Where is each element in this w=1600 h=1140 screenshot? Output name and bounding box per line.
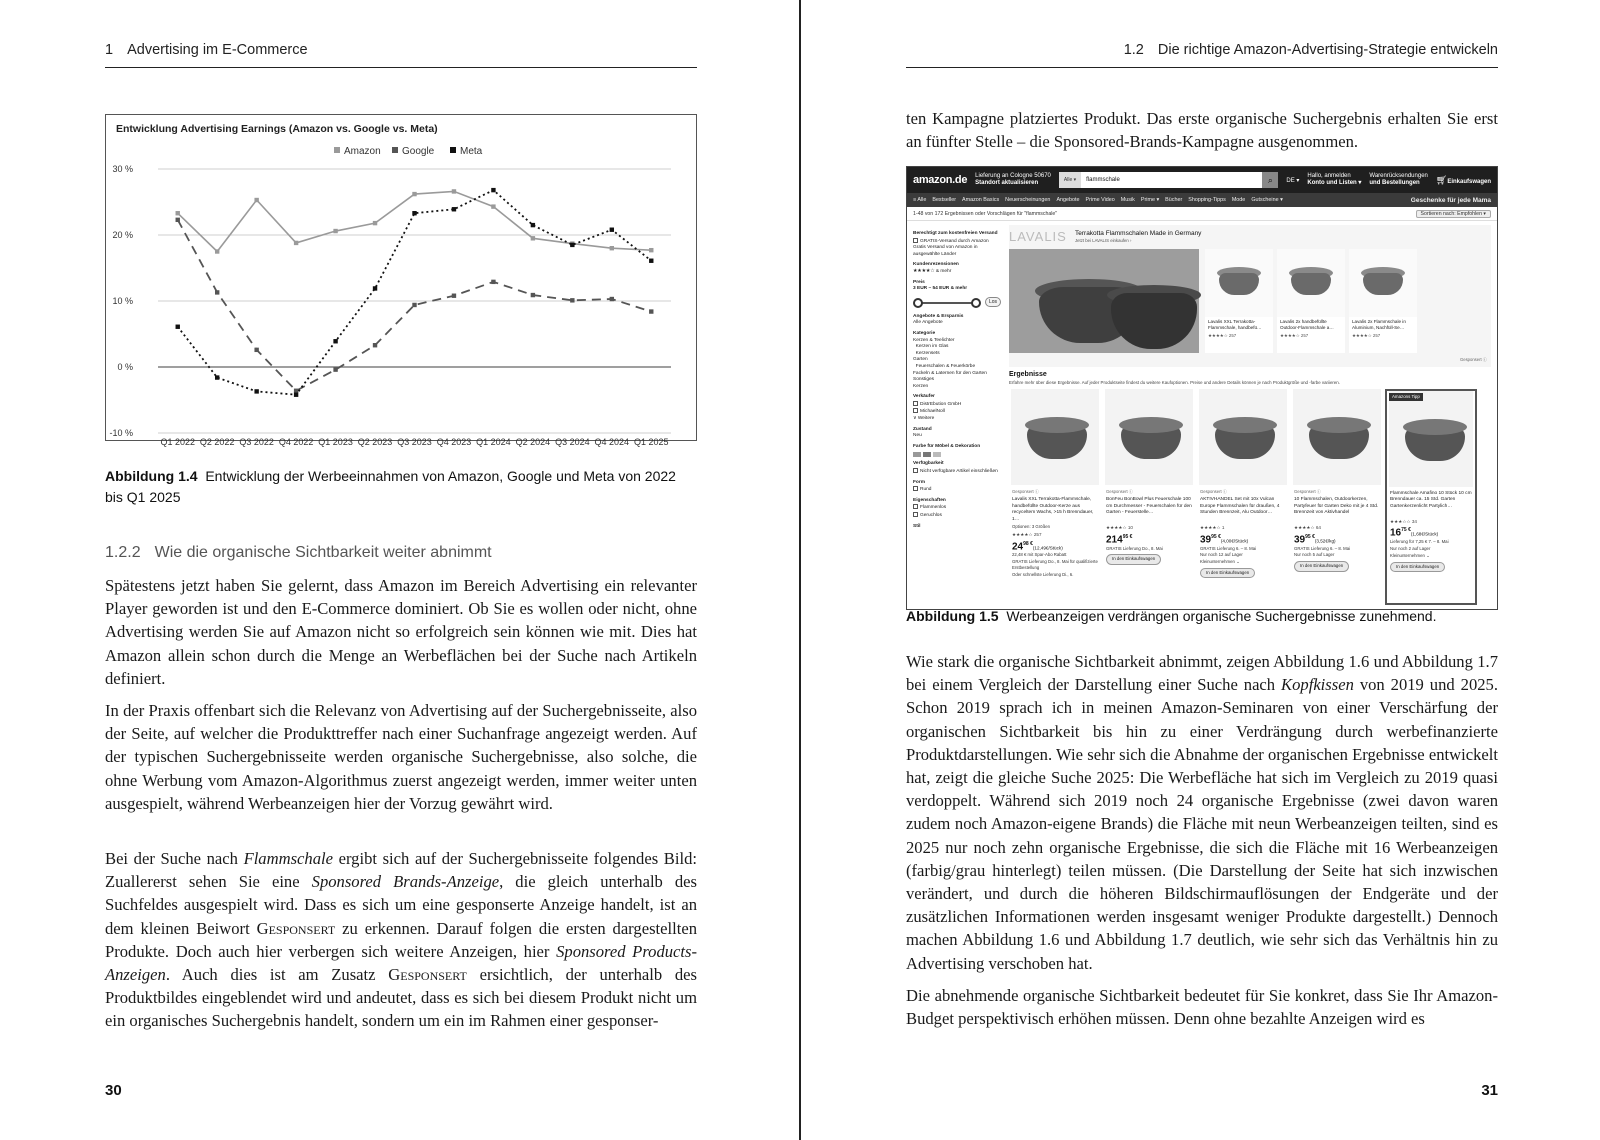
delivery-info: Kleinunternehmen ⌄ <box>1200 559 1240 565</box>
sponsored-brands-ad[interactable] <box>1009 225 1491 367</box>
x-tick-label: Q3 2024 <box>555 437 590 447</box>
text-run: von 2019 und 2025. Schon 2019 sprach ich in meinen Amazon-Seminaren von einer Verschärfung der organischen Sichtbarkeit bis hin zu einer Verdrängung durch werbefinanzierte Produktdarstellungen. Wie sehr sich die Abnahme der organischen Ergebnisse entwickelt hat, zeigt die gleiche Suche 2025: Die Werbefläche hat sich im Vergleich zu 2019 quasi verdoppelt. Während sich 2019 noch 24 organische Ergebnisse (zwei davon waren zudem noch Amazon-eigene Brands) die Fläche mit neun Werbeanzeigen teilten, sind es 2025 nur noch zehn organische Ergebnisse, die sich die Fläche mit 16 Werbeanzeigen (farbig/grau hinterlegt) teilen müssen. (Die Darstellung der Seite hat sich inzwischen verändert, und durch die höheren Bildschirmauflösungen der Endgeräte und der zusätzlichen Informationen werden insgesamt weniger Produkte dargestellt.) Dennoch machen Abbildung 1.6 und Abbildung 1.7 deutlich, wie sehr sich das Verhältnis hin zu Advertising verschoben hat. <box>906 675 1498 973</box>
text-run: ergibt sich auf der Suchergebnisseite folgendes Bild: Zuallererst sehen Sie eine <box>105 849 697 892</box>
amazon-search-screenshot <box>906 166 1498 610</box>
search-category-select[interactable]: Alle ▾ <box>1059 172 1081 188</box>
checkbox[interactable] <box>913 468 918 473</box>
filter-option[interactable] <box>913 504 1001 512</box>
account-menu[interactable] <box>1307 173 1361 187</box>
bowl-rim <box>1119 417 1183 433</box>
add-to-cart-button[interactable]: In den Einkaufswagen <box>1200 568 1255 578</box>
sponsored-label[interactable]: Gesponsert ⓘ <box>1460 357 1487 362</box>
small-caps-term: Gesponsert <box>388 965 467 985</box>
data-point-google <box>176 218 180 222</box>
filter-option[interactable] <box>913 408 1001 416</box>
subnav-item[interactable]: Angebote <box>1056 197 1080 203</box>
paragraph-2: In der Praxis offenbart sich die Relevanz von Advertising auf der Suchergebnisseite, also der Seite, auf welcher die Produkttreffer nach einer Suchanfrage angezeigt werden. Auf der typischen Suchergebnisseite werden organische Suchergebnisse, also solche, die ohne Werbung vom Amazon-Algorithmus zuerst angezeigt werden, immer weiter unten ausgespielt, während Werbeanzeigen hier der Vorzug gewährt wird. <box>105 701 697 813</box>
checkbox[interactable] <box>913 512 918 517</box>
cart-label: Einkaufswagen <box>1447 178 1491 185</box>
checkbox[interactable] <box>913 238 918 243</box>
data-point-google <box>373 343 377 347</box>
price-range: 3 EUR – 54 EUR & mehr <box>913 286 968 292</box>
subnav-item[interactable]: Bücher <box>1165 197 1183 203</box>
search-input[interactable]: flammschale <box>1086 177 1120 183</box>
filter-title: Stil <box>913 523 921 529</box>
search-icon[interactable]: ⌕ <box>1262 172 1278 188</box>
delivery-info: Nur noch 5 auf Lager <box>1294 552 1335 558</box>
filter-label: GRATIS-Versand durch Amazon <box>920 238 989 244</box>
x-tick-label: Q4 2023 <box>436 437 472 447</box>
x-tick-label: Q4 2022 <box>278 437 314 447</box>
text-run: . Auch dies ist am Zusatz <box>165 965 389 985</box>
add-to-cart-button[interactable]: In den Einkaufswagen <box>1294 561 1349 571</box>
filter-title: Kategorie <box>913 330 936 336</box>
location-line-1: Lieferung an Cologne 50670 <box>975 173 1051 179</box>
data-point-meta <box>254 389 258 393</box>
figure-label: Abbildung 1.5 <box>906 608 999 624</box>
category-link[interactable]: Kerzen im Glas <box>913 344 949 350</box>
delivery-info: Kleinunternehmen ⌄ <box>1390 552 1430 558</box>
text-run: Bei der Suche nach <box>105 849 244 868</box>
brand-logo[interactable]: LAVALIS <box>1009 229 1067 244</box>
data-point-meta <box>491 188 495 192</box>
data-point-google <box>412 303 416 307</box>
delivery-info: Oder schnellste Lieferung Di., 6. <box>1012 571 1074 577</box>
promo-link[interactable]: Geschenke für jede Mama <box>1410 196 1491 204</box>
emphasis: Flammschale <box>243 849 333 868</box>
category-link[interactable]: Fackeln & Laternen für den Garten <box>913 370 987 376</box>
sponsored-label[interactable]: Gesponsert ⓘ <box>1294 489 1321 494</box>
more-link[interactable]: ∨ Weitere <box>913 416 935 422</box>
product-image[interactable] <box>1389 391 1473 487</box>
filter-title: Farbe für Möbel & Dekoration <box>913 443 981 449</box>
category-link[interactable]: Feuerschalen & Feuerkörbe <box>913 363 976 369</box>
data-point-meta <box>531 223 535 227</box>
delivery-info: Nur noch 12 auf Lager <box>1200 552 1243 558</box>
x-tick-label: Q1 2023 <box>318 437 353 447</box>
data-point-google <box>452 294 456 298</box>
paragraph-3 <box>105 847 697 1033</box>
y-tick-label: 10 % <box>112 296 133 306</box>
page-number-left: 30 <box>105 1082 122 1099</box>
product-rating[interactable]: ★★★★☆ 257 <box>1012 532 1042 538</box>
brand-hero-image[interactable] <box>1009 249 1199 353</box>
amazon-navbar <box>907 167 1497 193</box>
data-point-meta <box>176 325 180 329</box>
data-point-google <box>649 309 653 313</box>
cart-button[interactable] <box>1436 175 1491 186</box>
brand-product-tile[interactable] <box>1277 249 1345 353</box>
filter-option[interactable]: Neu <box>913 433 922 439</box>
subnav-item[interactable]: Mode <box>1231 197 1246 203</box>
legend-label: Amazon <box>344 146 381 157</box>
product-image[interactable] <box>1011 389 1099 485</box>
subnav-item[interactable]: Neuerscheinungen <box>1005 197 1051 203</box>
category-link[interactable]: Kerzen <box>913 383 929 389</box>
filter-title: Eigenschaften <box>913 497 946 503</box>
go-button[interactable]: Los <box>985 297 1001 308</box>
x-tick-label: Q3 2022 <box>239 437 274 447</box>
bowl-rim <box>1307 417 1371 433</box>
product-rating[interactable]: ★★★★☆ 64 <box>1294 525 1321 531</box>
legend-swatch <box>392 147 398 153</box>
product-rating[interactable]: ★★★☆☆ 34 <box>1390 519 1417 524</box>
price-cents: 75 € <box>1401 527 1411 534</box>
section-title: Wie die organische Sichtbarkeit weiter abnimmt <box>154 544 492 561</box>
slider-track <box>919 302 977 304</box>
subnav-item[interactable]: Bestseller <box>932 197 957 203</box>
product-image <box>1277 249 1345 317</box>
series-line-meta <box>178 190 652 395</box>
orders-line-1: Warenrücksendungen <box>1369 173 1428 179</box>
color-swatch[interactable] <box>913 452 921 457</box>
filter-label: DistrEbution GmbH <box>920 401 962 407</box>
checkbox[interactable] <box>913 504 918 509</box>
sponsored-label[interactable]: Gesponsert ⓘ <box>1012 489 1039 494</box>
x-tick-label: Q2 2022 <box>199 437 235 447</box>
data-point-google <box>570 298 574 302</box>
slider-min-handle[interactable] <box>913 298 923 308</box>
paragraph-1: Spätestens jetzt haben Sie gelernt, dass Amazon im Bereich Advertising ein relevanter Player geworden ist und den E-Commerce dominiert. Ob Sie es wollen oder nicht, ohne Advertising werden Sie auf Amazon nicht so erfolgreich sein können wie mit. Dies hat Amazon allein schon durch die Menge an Werbeflächen bei der Suche nach Artikeln definiert. <box>105 576 697 688</box>
product-card[interactable] <box>1385 389 1477 605</box>
paragraph-top: ten Kampagne platziertes Produkt. Das erste organische Suchergebnis erhalten Sie erst an fünfter Stelle – die Sponsored-Brands-Kampagne ausgenommen. <box>906 109 1498 152</box>
search-bar <box>1059 172 1278 188</box>
filter-title: Verfügbarkeit <box>913 461 944 467</box>
filter-label: Nicht verfügbare Artikel einschließen <box>920 469 998 475</box>
filter-option[interactable] <box>913 401 1001 409</box>
subnav-item[interactable]: Amazon Basics <box>962 197 1000 203</box>
filter-title: Preis <box>913 279 925 285</box>
brand-product-tile[interactable] <box>1349 249 1417 353</box>
subnav-item[interactable]: ≡ Alle <box>913 197 927 203</box>
results-heading: Ergebnisse <box>1009 371 1047 378</box>
checkbox[interactable] <box>913 486 918 491</box>
legend-swatch <box>450 147 456 153</box>
filter-title: Verkäufer <box>913 394 935 400</box>
filter-label: Geruchlos <box>920 513 942 518</box>
brand-product-tile[interactable] <box>1205 249 1273 353</box>
category-link[interactable]: Kerzensets <box>913 350 940 356</box>
results-subtitle: Erfahre mehr über diese Ergebnisse. Auf jeder Produktseite findest du weitere Kaufoptionen. Preise und andere Details können je nach Produktgröße und -farbe variieren. <box>1009 380 1340 385</box>
price-unit: (1,68€/Stück) <box>1410 531 1439 537</box>
filter-label: MichaelNoll <box>920 409 945 415</box>
account-line-2: Konto und Listen ▾ <box>1307 180 1362 186</box>
product-price <box>1294 534 1380 545</box>
data-point-amazon <box>412 192 416 196</box>
price-cents: 95 € <box>1211 533 1221 540</box>
amazon-logo[interactable]: amazon.de <box>913 174 968 186</box>
product-title[interactable]: AKTIVHANDEL Set mit 10x Vulcan Europe Flammschalen für draußen, 4 Stunden Brennzeit, Alu Outdoor… <box>1200 497 1280 516</box>
product-image[interactable] <box>1293 389 1381 485</box>
category-link[interactable]: Garten <box>913 357 928 363</box>
bowl-shape <box>1363 273 1403 295</box>
cart-icon: 🛒︎ <box>1435 174 1448 185</box>
chart-svg <box>106 115 696 447</box>
data-point-amazon <box>254 198 258 202</box>
section-number: 1.2.2 <box>105 544 141 561</box>
running-head-right <box>906 42 1498 68</box>
y-tick-label: 0 % <box>117 362 133 372</box>
account-line-1: Hallo, anmelden <box>1307 173 1351 179</box>
section-heading <box>105 544 492 562</box>
data-point-google <box>215 290 219 294</box>
brand-store-link[interactable]: Jetzt bei LAVALIS einkaufen › <box>1075 238 1132 243</box>
product-title[interactable]: Lavalis XXL Terrakotta-Flammschale, handbefü… <box>1208 319 1262 330</box>
category-link[interactable]: Kerzen & Teelichter <box>913 337 955 343</box>
left-page <box>105 0 697 1140</box>
x-tick-label: Q1 2025 <box>634 437 669 447</box>
data-point-amazon <box>176 211 180 215</box>
product-title[interactable]: Lavalis 2x Flammschale in Aluminium, Nachfüll-Se… <box>1352 319 1406 330</box>
product-options[interactable]: Optionen: 3 Größen <box>1012 524 1050 530</box>
chapter-title: Advertising im E-Commerce <box>127 42 308 58</box>
emphasis: Sponsored Products-Anzeigen <box>105 941 698 985</box>
price-cents: 98 € <box>1023 540 1033 547</box>
brand-headline[interactable]: Terrakotta Flammschalen Made in Germany <box>1075 230 1202 237</box>
color-swatches <box>913 452 1001 457</box>
product-price <box>1200 534 1286 545</box>
data-point-google <box>610 297 614 301</box>
delivery-info: GRATIS Lieferung 6. – 8. Mai <box>1200 545 1257 551</box>
product-title[interactable]: BonFeu BonBowl Plus Feuerschale 100 cm Durchmesser - Feuerschalen für den Garten - Feuerstelle… <box>1106 497 1192 516</box>
checkbox[interactable] <box>913 401 918 406</box>
product-price <box>1106 534 1192 545</box>
running-head-left <box>105 42 697 68</box>
product-title[interactable]: Lavalis XXL Terrakotta-Flammschale, handbefüllte Outdoor-Kerze aus recyceltem Wachs, >15 h Brenndauer, 1… <box>1012 497 1094 522</box>
product-price <box>1390 527 1472 538</box>
data-point-google <box>491 280 495 284</box>
product-rating[interactable]: ★★★★☆ 1 <box>1200 525 1225 531</box>
subnav-item[interactable]: Prime ▾ <box>1140 197 1160 203</box>
x-tick-label: Q4 2024 <box>594 437 630 447</box>
product-card[interactable] <box>1103 389 1195 605</box>
category-list <box>913 338 1001 391</box>
figure-label: Abbildung 1.4 <box>105 468 198 484</box>
data-point-amazon <box>610 246 614 250</box>
filter-option[interactable]: Alle Angebote <box>913 320 943 326</box>
data-point-google <box>531 293 535 297</box>
subnav-item[interactable]: Prime Video <box>1085 197 1115 203</box>
data-point-meta <box>215 375 219 379</box>
product-price <box>1012 541 1098 552</box>
price-unit: (12,49€/Stück) <box>1032 544 1063 550</box>
filter-sidebar <box>913 227 1001 530</box>
product-rating: ★★★★☆ 257 <box>1280 333 1309 338</box>
orders-line-2: und Bestellungen <box>1369 180 1420 186</box>
x-tick-label: Q2 2024 <box>515 437 551 447</box>
product-rating: ★★★★☆ 257 <box>1208 333 1237 338</box>
product-image <box>1205 249 1273 317</box>
product-rating[interactable]: ★★★★☆ 10 <box>1106 525 1133 531</box>
delivery-info: Nur noch 2 auf Lager <box>1390 545 1431 551</box>
color-swatch[interactable] <box>933 452 941 457</box>
right-page <box>906 0 1498 1140</box>
figure-caption-text-2: bis Q1 2025 <box>105 489 181 505</box>
price-main: 39 <box>1294 534 1306 546</box>
figure-caption-text: Entwicklung der Werbeeinnahmen von Amazon, Google und Meta von 2022 <box>205 468 676 484</box>
product-title[interactable]: Flammschale Amafino 10 Stück 10 cm Brenndauer ca. 15 Std. Garten Gartenkerzenlicht Partylich… <box>1390 491 1472 509</box>
bowl-rim <box>1403 419 1467 435</box>
chart-title: Entwicklung Advertising Earnings (Amazon vs. Google vs. Meta) <box>116 123 438 135</box>
location-widget[interactable] <box>975 173 1051 187</box>
filter-label: Flammenlos <box>920 505 947 511</box>
rating-filter[interactable]: ★★★★☆ & mehr <box>913 268 952 274</box>
slider-max-handle[interactable] <box>971 298 981 308</box>
sponsored-label[interactable]: Gesponsert ⓘ <box>1200 489 1227 494</box>
text-run: ersichtlich, der unterhalb des Produktbildes eingeblendet wird und andeutet, dass es sich bei diesem Produkt nicht um ein organisches Suchergebnis handelt, sondern um ein im Rahmen einer gesponser- <box>105 965 697 1031</box>
data-point-amazon <box>333 229 337 233</box>
x-tick-label: Q1 2022 <box>160 437 195 447</box>
page-number-right: 31 <box>1481 1082 1498 1099</box>
data-point-amazon <box>294 241 298 245</box>
delivery-info: Lieferung für 7,25 € 7. – 8. Mai <box>1390 539 1449 545</box>
product-image <box>1349 249 1417 317</box>
location-line-2: Standort aktualisieren <box>975 180 1039 186</box>
result-count: 1-48 von 172 Ergebnissen oder Vorschlägen für "flammschale" <box>913 210 1058 217</box>
product-title[interactable]: Lavalis 2x handbefüllte Outdoor-Flammschale a… <box>1280 319 1334 330</box>
filter-title: Form <box>913 479 925 485</box>
data-point-google <box>294 389 298 393</box>
y-tick-label: 20 % <box>112 230 133 240</box>
language-select[interactable]: DE ▾ <box>1286 177 1300 184</box>
subnav-item[interactable]: Gutscheine ▾ <box>1251 197 1283 203</box>
x-tick-label: Q2 2023 <box>357 437 393 447</box>
amazons-tip-badge: Amazons Tipp <box>1389 393 1423 401</box>
checkbox[interactable] <box>913 408 918 413</box>
filter-title: Kundenrezensionen <box>913 262 959 268</box>
data-point-meta <box>610 228 614 232</box>
section-number: 1.2 <box>1123 42 1144 58</box>
bowl-shape <box>1291 273 1331 295</box>
figure-caption-1-5 <box>906 606 1498 627</box>
filter-title: Zustand <box>913 426 932 432</box>
bowl-rim <box>1025 417 1089 433</box>
legend-label: Google <box>402 146 435 157</box>
text-run: Wie stark die organische Sichtbarkeit abnimmt, zeigen Abbildung 1.6 und Abbildung 1.7 bei einem Vergleich der Darstellung einer Suche nach <box>906 652 1498 695</box>
data-point-amazon <box>373 221 377 225</box>
filter-option[interactable] <box>913 512 1001 520</box>
price-main: 24 <box>1012 540 1024 552</box>
filter-option[interactable]: Gratis Versand von Amazon in ausgewählte Länder <box>913 245 978 257</box>
legend-swatch <box>334 147 340 153</box>
data-point-amazon <box>215 249 219 253</box>
delivery-info: GRATIS Lieferung Do., 8. Mai für qualifizierte Erstbestellung <box>1012 559 1098 570</box>
data-point-meta <box>452 207 456 211</box>
product-image[interactable] <box>1199 389 1287 485</box>
add-to-cart-button[interactable]: In den Einkaufswagen <box>1106 554 1161 564</box>
y-tick-label: 30 % <box>112 164 133 174</box>
price-main: 39 <box>1200 534 1212 546</box>
filter-option[interactable] <box>913 486 1001 494</box>
color-swatch[interactable] <box>923 452 931 457</box>
subnav-item[interactable]: Musik <box>1120 197 1135 203</box>
section-title: Die richtige Amazon-Advertising-Strategie entwickeln <box>1157 42 1498 58</box>
price-main: 214 <box>1106 534 1123 546</box>
data-point-meta <box>649 259 653 263</box>
data-point-amazon <box>531 236 535 240</box>
data-point-amazon <box>452 189 456 193</box>
figure-caption-1-4 <box>105 466 697 508</box>
sponsored-label[interactable]: Gesponsert ⓘ <box>1106 489 1133 494</box>
emphasis: Kopfkissen <box>1281 675 1354 695</box>
y-tick-label: -10 % <box>109 428 133 438</box>
price-cents: 95 € <box>1305 533 1315 540</box>
product-card[interactable] <box>1291 389 1383 605</box>
x-tick-label: Q3 2023 <box>397 437 432 447</box>
price-unit: (4,00€/Stück) <box>1220 538 1249 544</box>
figure-caption-text: Werbeanzeigen verdrängen organische Suchergebnisse zunehmend. <box>1006 608 1437 624</box>
price-unit: (3,52€/kg) <box>1314 538 1336 544</box>
product-rating: ★★★★☆ 257 <box>1352 333 1381 338</box>
data-point-amazon <box>649 248 653 252</box>
delivery-info: GRATIS Lieferung 6. – 8. Mai <box>1294 545 1351 551</box>
data-point-google <box>254 348 258 352</box>
amazon-subnav <box>907 193 1497 207</box>
category-link[interactable]: Sonstiges <box>913 377 935 383</box>
legend-label: Meta <box>460 146 483 157</box>
orders-link[interactable] <box>1369 173 1427 187</box>
filter-option[interactable] <box>913 468 1001 476</box>
filter-title: Angebote & Ersparnis <box>913 313 964 319</box>
bowl-rim <box>1213 417 1277 433</box>
price-slider[interactable] <box>913 296 1001 310</box>
paragraph-1 <box>906 650 1498 975</box>
earnings-chart <box>105 114 697 447</box>
filter-title: Berechtigt zum kostenfreien Versand <box>913 231 998 236</box>
small-caps-term: Gesponsert <box>256 918 336 938</box>
result-bar <box>907 207 1497 221</box>
filter-label: Rund <box>920 487 932 493</box>
data-point-meta <box>333 339 337 343</box>
product-image[interactable] <box>1105 389 1193 485</box>
data-point-meta <box>373 286 377 290</box>
product-card[interactable] <box>1009 389 1101 605</box>
data-point-google <box>333 367 337 371</box>
delivery-info: 22,48 € mit Spar-Abo Rabatt <box>1012 552 1067 558</box>
add-to-cart-button[interactable]: In den Einkaufswagen <box>1390 562 1445 572</box>
data-point-meta <box>570 243 574 247</box>
product-title[interactable]: 10 Flammschalen, Outdoorkerzen, Partyfeuer für Garten Deko mit je 4 Std. Brennzeit von Aktivhandel <box>1294 497 1379 516</box>
delivery-info: GRATIS Lieferung Do., 8. Mai <box>1106 545 1163 551</box>
bowl-shape <box>1219 273 1259 295</box>
page-gutter <box>799 0 801 1140</box>
data-point-meta <box>412 211 416 215</box>
x-tick-label: Q1 2024 <box>476 437 511 447</box>
product-card[interactable] <box>1197 389 1289 605</box>
sort-select[interactable]: Sortieren nach: Empfohlen ▾ <box>1416 210 1491 218</box>
price-cents: 95 € <box>1122 533 1133 540</box>
chapter-number: 1 <box>105 42 114 58</box>
data-point-amazon <box>491 204 495 208</box>
price-main: 16 <box>1390 527 1402 539</box>
text-run: zu erkennen. Darauf folgen die ersten dargestellten Produkte. Doch auch hier verbergen sich weitere Anzeigen, hier <box>105 918 697 961</box>
data-point-meta <box>294 393 298 397</box>
text-run: , die gleich unterhalb des Suchfeldes ausgespielt wird. Dass es sich um eine gesponserte Anzeige handelt, ist an dem kleinen Beiwort <box>105 872 698 938</box>
emphasis: Sponsored Brands-Anzeige <box>311 872 500 892</box>
subnav-item[interactable]: Shopping-Tipps <box>1188 197 1226 203</box>
paragraph-2: Die abnehmende organische Sichtbarkeit bedeutet für Sie konkret, dass Sie Ihr Amazon-Budget perspektivisch erhöhen müssen. Denn ohne bezahlte Anzeigen wird es <box>906 986 1498 1029</box>
